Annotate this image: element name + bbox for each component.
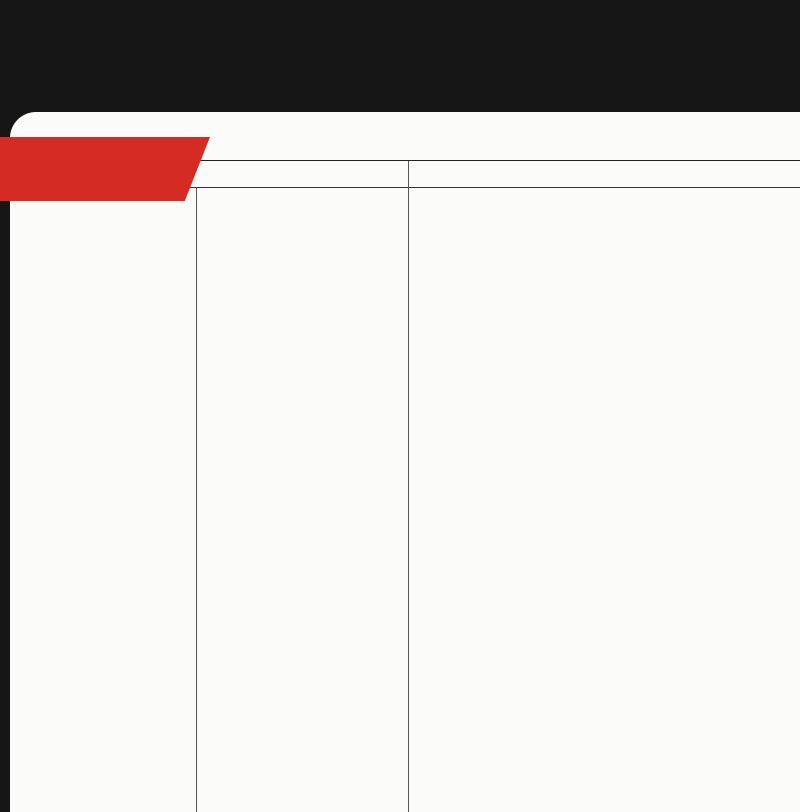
section-ribbon (0, 137, 210, 201)
table-header (108, 161, 800, 188)
banner-title (0, 20, 800, 100)
anatomy-table (108, 160, 800, 812)
column-divider (408, 161, 409, 812)
book-page (10, 112, 800, 812)
region-divider (196, 187, 197, 812)
